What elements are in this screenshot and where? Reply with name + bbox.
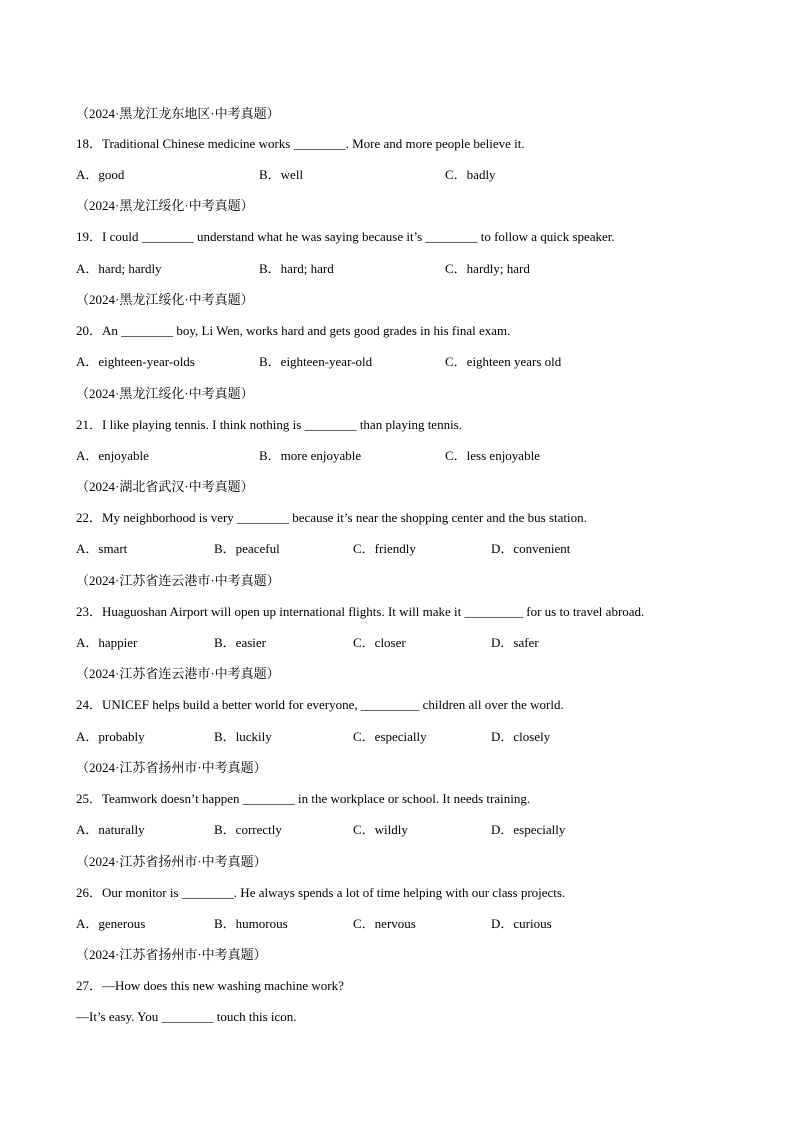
question-stem: 21．I like playing tennis. I think nothing is ________ than playing tennis. [76,417,462,432]
question-source: （2024·江苏省扬州市·中考真题） [76,947,267,962]
option-a: A．smart [76,541,128,556]
question-continuation: —It’s easy. You ________ touch this icon. [76,1009,297,1024]
question-source: （2024·黑龙江龙东地区·中考真题） [76,106,280,121]
option-b: B．peaceful [214,541,280,556]
option-a: A．eighteen-year-olds [76,354,195,369]
option-b: B．humorous [214,916,288,931]
option-d: D．safer [491,635,539,650]
option-b: B．more enjoyable [259,448,362,463]
option-row [76,261,736,277]
question-stem: 22．My neighborhood is very ________ because it’s near the shopping center and the bus station. [76,510,587,525]
question-stem: 23．Huaguoshan Airport will open up international flights. It will make it _________ for us to travel abroad. [76,604,645,619]
question-source: （2024·黑龙江绥化·中考真题） [76,386,254,401]
option-d: D．convenient [491,541,571,556]
option-row [76,635,736,651]
option-d: D．curious [491,916,552,931]
option-a: A．generous [76,916,146,931]
option-d: D．especially [491,822,566,837]
option-c: C．nervous [353,916,416,931]
question-source: （2024·江苏省连云港市·中考真题） [76,573,280,588]
question-stem: 27．—How does this new washing machine work? [76,978,344,993]
question-stem: 26．Our monitor is ________. He always spends a lot of time helping with our class projects. [76,885,566,900]
question-source: （2024·江苏省扬州市·中考真题） [76,760,267,775]
option-a: A．enjoyable [76,448,149,463]
question-source: （2024·江苏省扬州市·中考真题） [76,854,267,869]
option-b: B．well [259,167,304,182]
option-b: B．correctly [214,822,282,837]
question-source: （2024·黑龙江绥化·中考真题） [76,292,254,307]
question-source: （2024·江苏省连云港市·中考真题） [76,666,280,681]
option-c: C．eighteen years old [445,354,562,369]
question-stem: 25．Teamwork doesn’t happen ________ in the workplace or school. It needs training. [76,791,531,806]
option-row [76,916,736,932]
option-b: B．easier [214,635,266,650]
option-c: C．badly [445,167,496,182]
option-row [76,167,736,183]
question-stem: 18．Traditional Chinese medicine works ________. More and more people believe it. [76,136,525,151]
option-c: C．closer [353,635,406,650]
option-a: A．happier [76,635,138,650]
option-row [76,354,736,370]
option-c: C．less enjoyable [445,448,540,463]
option-a: A．hard; hardly [76,261,162,276]
option-a: A．naturally [76,822,145,837]
option-row [76,822,736,838]
option-b: B．hard; hard [259,261,334,276]
option-c: C．wildly [353,822,408,837]
question-stem: 24．UNICEF helps build a better world for everyone, _________ children all over the world. [76,697,564,712]
option-a: A．probably [76,729,145,744]
question-stem: 19．I could ________ understand what he was saying because it’s ________ to follow a quick speaker. [76,229,615,244]
option-c: C．friendly [353,541,416,556]
option-row [76,541,736,557]
option-row [76,448,736,464]
option-b: B．eighteen-year-old [259,354,373,369]
option-a: A．good [76,167,125,182]
question-source: （2024·黑龙江绥化·中考真题） [76,198,254,213]
option-c: C．hardly; hard [445,261,530,276]
question-stem: 20．An ________ boy, Li Wen, works hard and gets good grades in his final exam. [76,323,511,338]
option-c: C．especially [353,729,427,744]
option-d: D．closely [491,729,551,744]
option-b: B．luckily [214,729,272,744]
question-source: （2024·湖北省武汉·中考真题） [76,479,254,494]
option-row [76,729,736,745]
